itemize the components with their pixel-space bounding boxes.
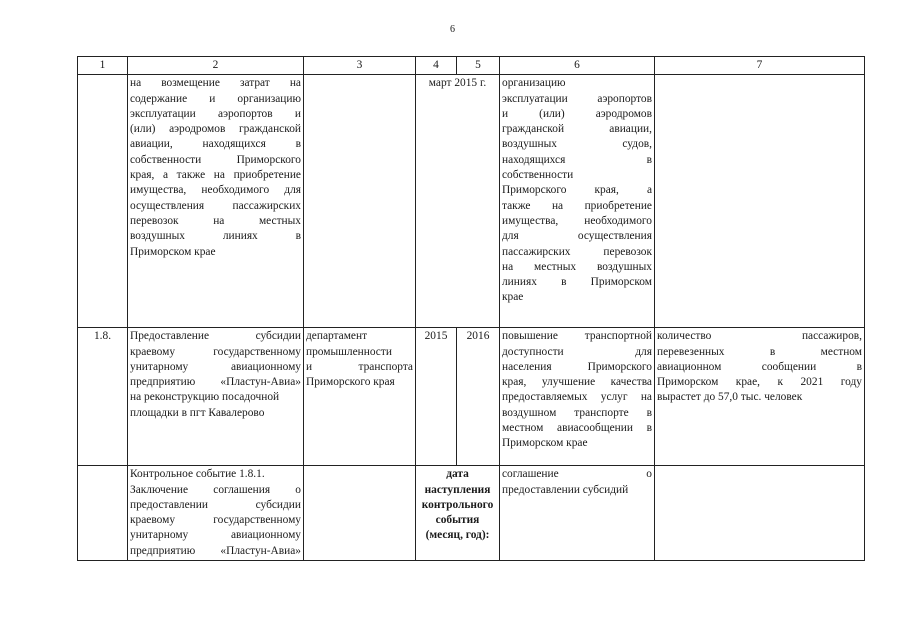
text-line: вырастет до 57,0 тыс. человек xyxy=(657,391,803,404)
header-cell: 5 xyxy=(457,57,500,75)
text-line: соглашение о xyxy=(502,468,652,481)
cell-num-empty xyxy=(78,466,128,561)
header-cell: 3 xyxy=(304,57,416,75)
cell-executor xyxy=(304,328,416,466)
text-line: доступности для xyxy=(502,345,652,358)
cell-indicator xyxy=(655,328,865,466)
text-line: авиации, находящихся в xyxy=(130,138,301,151)
text-line: воздушном транспорте в xyxy=(502,406,652,419)
cell-control-date xyxy=(416,466,500,561)
text-line: унитарному авиационному xyxy=(130,360,301,373)
text-line: линиях в Приморском xyxy=(502,276,652,289)
cell-indicator-empty xyxy=(655,466,865,561)
text-line: имущества, необходимого для xyxy=(130,184,301,197)
cell-description xyxy=(128,466,304,561)
text-line: авиационном сообщении в xyxy=(657,360,862,373)
page-number: 6 xyxy=(450,24,455,35)
cell-executor-empty xyxy=(304,75,416,328)
text-line: Приморском крае xyxy=(502,437,588,450)
text-line: населения Приморского xyxy=(502,360,652,373)
text-line: предоставлении субсидии xyxy=(130,498,301,511)
text-line: местном авиасообщении в xyxy=(502,422,652,435)
text-line: унитарному авиационному xyxy=(130,529,301,542)
text-line: Приморского края xyxy=(306,376,395,389)
text-line: перевезенных в местном xyxy=(657,345,862,358)
text-line: организацию xyxy=(502,77,566,90)
text-line: имущества, необходимого xyxy=(502,214,652,227)
text-line: на реконструкцию посадочной xyxy=(130,391,280,404)
text-line: гражданской авиации, xyxy=(502,123,652,136)
header-cell: 2 xyxy=(128,57,304,75)
cell-year-end: 2016 xyxy=(457,328,500,466)
text-line: находящихся в xyxy=(502,153,652,166)
text-line: также на приобретение xyxy=(502,199,652,212)
text-line: Приморского края, а xyxy=(502,184,652,197)
text-line: площадки в пгт Кавалерово xyxy=(130,406,265,419)
text-line: предоставляемых услуг на xyxy=(502,391,652,404)
text-line: собственности xyxy=(502,169,574,182)
cell-description xyxy=(128,75,304,328)
text-line: и транспорта xyxy=(306,360,413,373)
header-cell: 6 xyxy=(500,57,655,75)
text-line: контрольного xyxy=(421,498,494,511)
cell-executor-empty xyxy=(304,466,416,561)
text-line: количество пассажиров, xyxy=(657,330,862,343)
header-cell: 7 xyxy=(655,57,865,75)
text-line: события xyxy=(435,514,480,527)
text-line: краевому государственному xyxy=(130,345,301,358)
text-line: собственности Приморского xyxy=(130,153,301,166)
table-header-row xyxy=(78,57,865,75)
table-row xyxy=(78,328,865,466)
header-cell: 1 xyxy=(78,57,128,75)
text-line: Заключение соглашения о xyxy=(130,483,301,496)
cell-num: 1.8. xyxy=(78,328,128,466)
text-line: осуществления пассажирских xyxy=(130,199,301,212)
header-cell: 4 xyxy=(416,57,457,75)
text-line: на возмещение затрат на xyxy=(130,77,301,90)
text-line: Предоставление субсидии xyxy=(130,330,301,343)
text-line: воздушных линиях в xyxy=(130,230,301,243)
text-line: Приморском крае xyxy=(130,245,216,258)
text-line: дата xyxy=(446,468,469,481)
cell-result xyxy=(500,75,655,328)
text-line: повышение транспортной xyxy=(502,330,652,343)
text-line: предоставлении субсидий xyxy=(502,483,629,496)
text-line: края, а также на приобретение xyxy=(130,169,301,182)
cell-result xyxy=(500,328,655,466)
text-line: Приморском крае, к 2021 году xyxy=(657,376,862,389)
cell-date: март 2015 г. xyxy=(416,75,500,328)
text-line: перевозок на местных xyxy=(130,214,301,227)
cell-indicator-empty xyxy=(655,75,865,328)
text-line: промышленности xyxy=(306,345,392,358)
text-line: департамент xyxy=(306,330,368,343)
text-line: краевому государственному xyxy=(130,514,301,527)
cell-description xyxy=(128,328,304,466)
cell-year-start: 2015 xyxy=(416,328,457,466)
text-line: наступления xyxy=(424,483,491,496)
cell-result xyxy=(500,466,655,561)
text-line: предприятию «Пластун-Авиа» xyxy=(130,544,301,557)
cell-num-empty xyxy=(78,75,128,328)
text-line: (месяц, год): xyxy=(425,529,490,542)
text-line: края, улучшение качества xyxy=(502,376,652,389)
text-line: и (или) аэродромов xyxy=(502,107,652,120)
text-line: предприятию «Пластун-Авиа» xyxy=(130,376,301,389)
text-line: (или) аэродромов гражданской xyxy=(130,123,301,136)
document-table xyxy=(77,56,865,561)
table-row xyxy=(78,75,865,328)
text-line: для осуществления xyxy=(502,230,652,243)
text-line: пассажирских перевозок xyxy=(502,245,652,258)
text-line: крае xyxy=(502,291,524,304)
text-line: содержание и организацию xyxy=(130,92,301,105)
table-row xyxy=(78,466,865,561)
text-line: эксплуатации аэропортов и xyxy=(130,107,301,120)
text-line: воздушных судов, xyxy=(502,138,652,151)
text-line: на местных воздушных xyxy=(502,260,652,273)
text-line: Контрольное событие 1.8.1. xyxy=(130,468,265,481)
text-line: эксплуатации аэропортов xyxy=(502,92,652,105)
